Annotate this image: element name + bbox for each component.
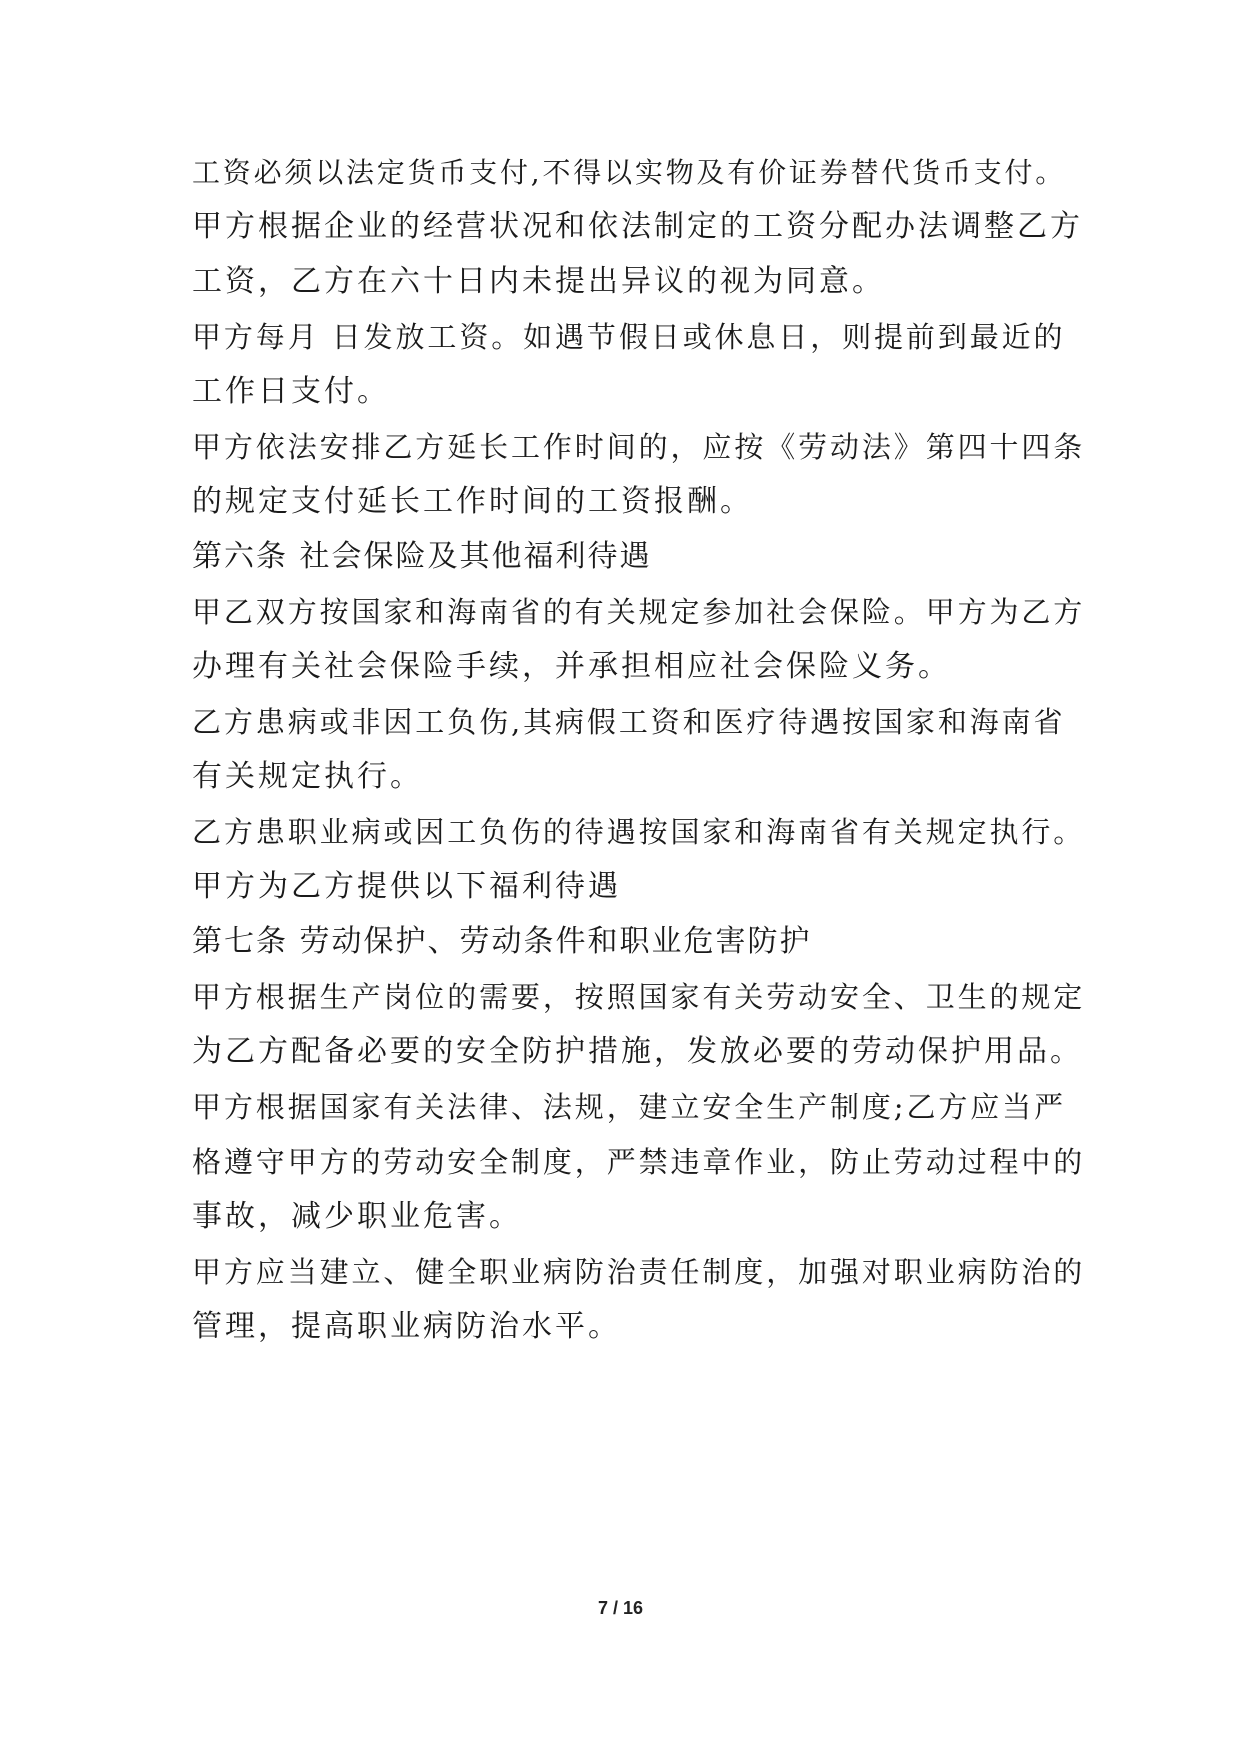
text-line: 乙方患病或非因工负伤,其病假工资和医疗待遇按国家和海南省 xyxy=(192,705,1066,739)
text-line: 工作日支付。 xyxy=(192,374,390,409)
text-line: 格遵守甲方的劳动安全制度，严禁违章作业，防止劳动过程中的 xyxy=(192,1145,1086,1179)
text-line: 办理有关社会保险手续，并承担相应社会保险义务。 xyxy=(192,649,951,684)
text-line: 甲方应当建立、健全职业病防治责任制度，加强对职业病防治的 xyxy=(192,1255,1086,1289)
page-number: 7 / 16 xyxy=(597,1598,644,1618)
text-line: 工资必须以法定货币支付,不得以实物及有价证券替代货币支付。 xyxy=(192,156,1067,189)
text-line: 甲乙双方按国家和海南省的有关规定参加社会保险。甲方为乙方 xyxy=(192,595,1086,629)
text-line: 甲方每月 日发放工资。如遇节假日或休息日，则提前到最近的 xyxy=(192,320,1066,354)
text-line: 管理，提高职业病防治水平。 xyxy=(192,1309,621,1344)
text-line: 事故，减少职业危害。 xyxy=(192,1199,522,1234)
text-line: 甲方依法安排乙方延长工作时间的，应按《劳动法》第四十四条 xyxy=(192,430,1086,464)
text-line: 甲方根据生产岗位的需要，按照国家有关劳动安全、卫生的规定 xyxy=(192,980,1086,1014)
text-line: 的规定支付延长工作时间的工资报酬。 xyxy=(192,484,753,519)
text-line: 有关规定执行。 xyxy=(192,759,423,794)
text-line: 工资，乙方在六十日内未提出异议的视为同意。 xyxy=(192,264,885,299)
text-line: 甲方为乙方提供以下福利待遇 xyxy=(192,869,621,904)
text-line: 乙方患职业病或因工负伤的待遇按国家和海南省有关规定执行。 xyxy=(192,815,1086,849)
text-line: 甲方根据企业的经营状况和依法制定的工资分配办法调整乙方 xyxy=(192,209,1083,244)
text-line: 为乙方配备必要的安全防护措施，发放必要的劳动保护用品。 xyxy=(192,1034,1083,1069)
section-heading: 第六条 社会保险及其他福利待遇 xyxy=(192,539,652,574)
section-heading: 第七条 劳动保护、劳动条件和职业危害防护 xyxy=(192,924,812,959)
text-line: 甲方根据国家有关法律、法规，建立安全生产制度;乙方应当严 xyxy=(192,1090,1066,1124)
